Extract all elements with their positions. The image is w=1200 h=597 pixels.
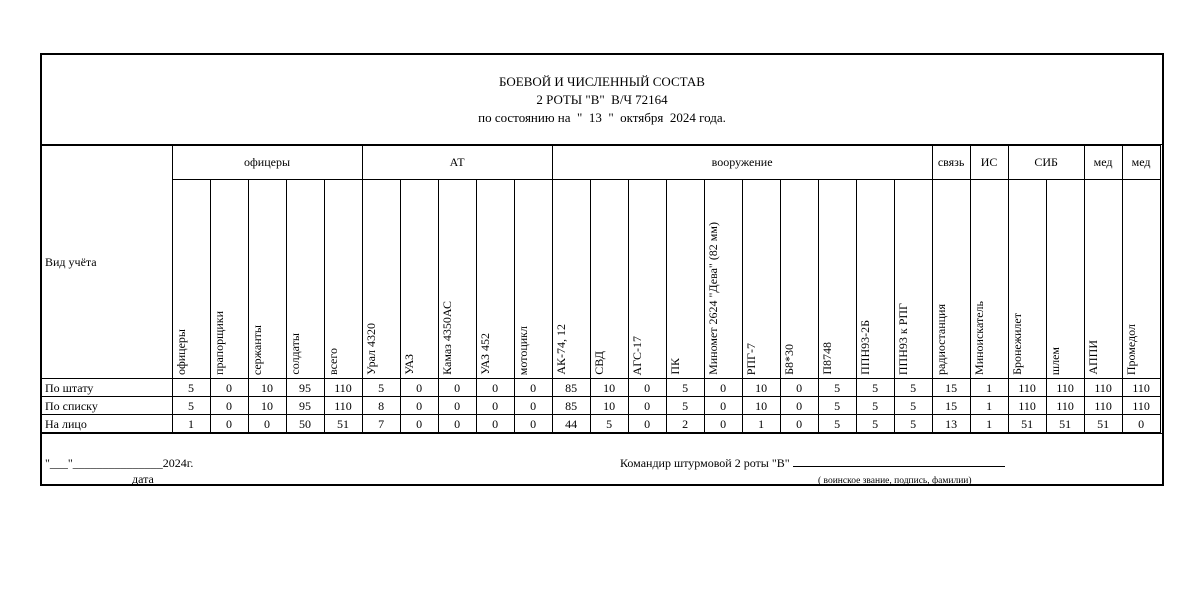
column-header-label: прапорщики [211,311,226,375]
table-cell: 0 [780,415,818,433]
table-cell: 0 [210,379,248,397]
table-cell: 5 [894,379,932,397]
column-header [932,180,970,379]
table-cell: 0 [400,379,438,397]
column-header [1084,180,1122,379]
group-header: вооружение [552,146,932,180]
table-cell: 0 [704,415,742,433]
group-header: офицеры [172,146,362,180]
column-header-label: АГС-17 [629,335,644,375]
commander-signature [620,456,1005,471]
table-cell: 10 [590,397,628,415]
table-cell: 0 [248,415,286,433]
table-cell: 51 [1046,415,1084,433]
table-cell: 1 [970,397,1008,415]
title-line-1: БОЕВОЙ И ЧИСЛЕННЫЙ СОСТАВ [499,74,705,89]
table-cell: 50 [286,415,324,433]
table-cell: 0 [438,397,476,415]
table-cell: 0 [628,397,666,415]
row-label: По штату [42,379,172,397]
commander-label: Командир штурмовой 2 роты "В" [620,456,790,470]
table-cell: 0 [476,397,514,415]
title-line-3: по состоянию на " 13 " октября 2024 года. [478,110,726,125]
column-header [818,180,856,379]
table-cell: 0 [704,397,742,415]
report-title [42,55,1162,145]
column-header-label: радиостанция [933,304,948,375]
column-header-label: ППН93-2Б [857,320,872,375]
table-cell: 0 [476,379,514,397]
table-cell: 7 [362,415,400,433]
column-header [894,180,932,379]
vid-ucheta-header: Вид учёта [42,146,172,379]
table-cell: 10 [590,379,628,397]
table-cell: 110 [1122,379,1160,397]
table-row [42,397,1160,415]
column-header-label: П8748 [819,342,834,375]
column-header-label: РПГ-7 [743,342,758,375]
table-cell: 110 [1084,397,1122,415]
group-header: АТ [362,146,552,180]
group-header: связь [932,146,970,180]
table-cell: 1 [970,415,1008,433]
table-cell: 0 [438,379,476,397]
column-header [362,180,400,379]
table-cell: 10 [742,397,780,415]
column-header [286,180,324,379]
table-cell: 0 [780,379,818,397]
table-cell: 5 [818,397,856,415]
table-cell: 0 [400,415,438,433]
table-cell: 1 [172,415,210,433]
title-line-2: 2 РОТЫ "В" В/Ч 72164 [536,92,668,107]
column-header [248,180,286,379]
row-label: На лицо [42,415,172,433]
table-cell: 5 [362,379,400,397]
column-header [1122,180,1160,379]
table-cell: 110 [1046,379,1084,397]
table-cell: 85 [552,397,590,415]
table-cell: 5 [818,415,856,433]
table-cell: 44 [552,415,590,433]
column-header [628,180,666,379]
group-header: ИС [970,146,1008,180]
column-header [324,180,362,379]
table-cell: 110 [1008,379,1046,397]
table-row [42,415,1160,433]
table-cell: 2 [666,415,704,433]
table-cell: 110 [1084,379,1122,397]
table-cell: 110 [1008,397,1046,415]
table-cell: 5 [666,397,704,415]
table-cell: 0 [628,415,666,433]
table-cell: 5 [590,415,628,433]
table-cell: 5 [856,379,894,397]
column-header-label: АППИ [1085,340,1100,375]
table-cell: 8 [362,397,400,415]
column-header [666,180,704,379]
column-header-label: всего [325,347,340,375]
table-cell: 5 [856,397,894,415]
group-header: СИБ [1008,146,1084,180]
column-header-label: Промедол [1123,323,1138,375]
table-cell: 0 [514,379,552,397]
table-row [42,379,1160,397]
strength-table [42,145,1161,433]
table-cell: 0 [704,379,742,397]
table-cell: 95 [286,397,324,415]
column-header [704,180,742,379]
column-header-label: офицеры [173,328,188,375]
column-header-label: Б8*30 [781,344,796,375]
column-header [856,180,894,379]
table-cell: 15 [932,397,970,415]
report-footer [42,433,1162,484]
column-header-label: мотоцикл [515,325,530,375]
table-cell: 5 [894,415,932,433]
column-header [590,180,628,379]
column-header-label: АК-74, 12 [553,324,568,375]
column-header [400,180,438,379]
report-sheet [40,53,1164,486]
date-field: "___"_______________2024г. [45,456,194,470]
signature-line [793,456,1005,467]
table-cell: 0 [476,415,514,433]
column-header [476,180,514,379]
column-header-label: УАЗ 452 [477,333,492,375]
column-header [742,180,780,379]
column-header [1008,180,1046,379]
group-header: мед [1084,146,1122,180]
column-header-label: Бронежилет [1009,313,1024,375]
table-cell: 51 [1084,415,1122,433]
table-cell: 110 [324,379,362,397]
table-cell: 10 [742,379,780,397]
table-cell: 0 [780,397,818,415]
table-cell: 1 [742,415,780,433]
table-cell: 5 [856,415,894,433]
table-cell: 15 [932,379,970,397]
table-cell: 51 [1008,415,1046,433]
column-header-label: Миноискатель [971,301,986,375]
group-header-row [42,146,1160,180]
column-header [210,180,248,379]
column-header [970,180,1008,379]
column-header-label: Миномет 2624 "Дева" (82 мм) [705,222,720,375]
column-header-label: ПК [667,358,682,375]
table-cell: 5 [172,397,210,415]
table-cell: 10 [248,397,286,415]
table-cell: 51 [324,415,362,433]
table-cell: 110 [1122,397,1160,415]
table-cell: 0 [438,415,476,433]
column-header-label: СВД [591,351,606,375]
date-label: дата [132,472,154,486]
column-header [438,180,476,379]
column-header-label: солдаты [287,333,302,375]
table-cell: 0 [210,397,248,415]
column-header [552,180,590,379]
group-header: мед [1122,146,1160,180]
column-header-row [42,180,1160,379]
column-header-label: УАЗ [401,354,416,375]
table-cell: 85 [552,379,590,397]
table-cell: 1 [970,379,1008,397]
table-cell: 0 [628,379,666,397]
column-header [1046,180,1084,379]
column-header-label: Камаз 4350АС [439,301,454,375]
column-header [514,180,552,379]
column-header-label: сержанты [249,324,264,375]
column-header [780,180,818,379]
row-label: По списку [42,397,172,415]
table-cell: 110 [324,397,362,415]
column-header [172,180,210,379]
table-cell: 5 [894,397,932,415]
table-cell: 0 [1122,415,1160,433]
table-cell: 10 [248,379,286,397]
column-header-label: шлем [1047,346,1062,375]
table-cell: 5 [172,379,210,397]
table-cell: 13 [932,415,970,433]
table-cell: 0 [514,415,552,433]
table-cell: 5 [818,379,856,397]
table-cell: 0 [400,397,438,415]
table-cell: 95 [286,379,324,397]
signature-hint: ( воинское звание, подпись, фамилии) [818,476,972,486]
column-header-label: ППН93 к РПГ [895,302,910,375]
column-header-label: Урал 4320 [363,323,378,375]
table-cell: 0 [210,415,248,433]
table-cell: 0 [514,397,552,415]
table-cell: 110 [1046,397,1084,415]
table-cell: 5 [666,379,704,397]
